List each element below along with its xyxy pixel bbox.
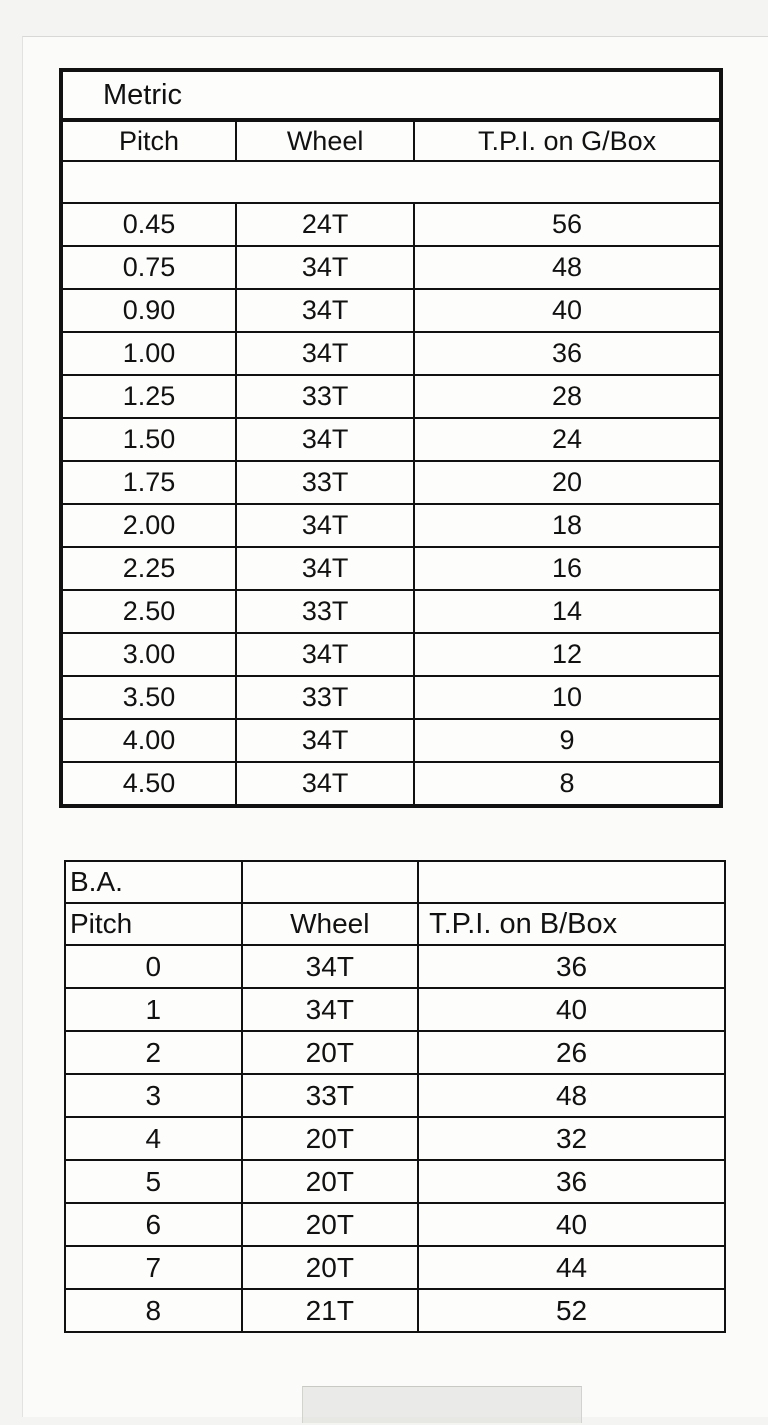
wheel-cell: 33T — [236, 461, 414, 504]
wheel-cell: 34T — [236, 633, 414, 676]
wheel-cell: 34T — [236, 246, 414, 289]
pitch-cell: 6 — [65, 1203, 242, 1246]
wheel-cell: 34T — [236, 762, 414, 806]
table-row — [65, 1031, 725, 1074]
tpi-cell: 28 — [414, 375, 721, 418]
wheel-cell: 20T — [242, 1203, 419, 1246]
wheel-cell: 34T — [236, 418, 414, 461]
table-row — [65, 1074, 725, 1117]
table-row — [65, 988, 725, 1031]
table-row — [61, 289, 721, 332]
wheel-cell: 34T — [236, 332, 414, 375]
tpi-cell: 16 — [414, 547, 721, 590]
table-row — [65, 1289, 725, 1332]
tpi-cell: 48 — [418, 1074, 725, 1117]
table-row — [61, 461, 721, 504]
tpi-cell: 8 — [414, 762, 721, 806]
metric-title: Metric — [61, 70, 721, 120]
pitch-cell: 3.50 — [61, 676, 236, 719]
tpi-cell: 44 — [418, 1246, 725, 1289]
tpi-cell: 36 — [418, 945, 725, 988]
tpi-cell: 36 — [418, 1160, 725, 1203]
tpi-cell: 40 — [414, 289, 721, 332]
metric-blank-cell — [61, 161, 721, 203]
table-row — [61, 547, 721, 590]
wheel-cell: 21T — [242, 1289, 419, 1332]
table-row — [65, 1246, 725, 1289]
ba-header-row — [65, 903, 725, 945]
table-row — [61, 375, 721, 418]
pitch-cell: 2.00 — [61, 504, 236, 547]
pitch-cell: 8 — [65, 1289, 242, 1332]
tpi-cell: 40 — [418, 1203, 725, 1246]
pitch-cell: 1.50 — [61, 418, 236, 461]
tpi-cell: 14 — [414, 590, 721, 633]
wheel-cell: 20T — [242, 1246, 419, 1289]
wheel-cell: 34T — [236, 289, 414, 332]
pitch-cell: 0.90 — [61, 289, 236, 332]
table-row — [61, 590, 721, 633]
tape-strip — [302, 1386, 582, 1423]
pitch-cell: 2 — [65, 1031, 242, 1074]
wheel-cell: 33T — [236, 590, 414, 633]
table-row — [61, 719, 721, 762]
pitch-cell: 4 — [65, 1117, 242, 1160]
ba-title-row — [65, 861, 725, 903]
tpi-cell: 9 — [414, 719, 721, 762]
tpi-cell: 24 — [414, 418, 721, 461]
pitch-cell: 1.25 — [61, 375, 236, 418]
pitch-cell: 5 — [65, 1160, 242, 1203]
wheel-cell: 33T — [236, 676, 414, 719]
pitch-cell: 7 — [65, 1246, 242, 1289]
wheel-cell: 20T — [242, 1160, 419, 1203]
table-row — [61, 633, 721, 676]
ba-pitch-header: Pitch — [65, 903, 242, 945]
metric-blank-row — [61, 161, 721, 203]
metric-tpi-header: T.P.I. on G/Box — [414, 120, 721, 161]
wheel-cell: 33T — [242, 1074, 419, 1117]
metric-title-row — [61, 70, 721, 120]
wheel-cell: 20T — [242, 1117, 419, 1160]
pitch-cell: 1 — [65, 988, 242, 1031]
wheel-cell: 34T — [242, 945, 419, 988]
metric-wheel-header: Wheel — [236, 120, 414, 161]
ba-title-blank-cell — [242, 861, 419, 903]
wheel-cell: 34T — [242, 988, 419, 1031]
table-row — [65, 1117, 725, 1160]
ba-tpi-header: T.P.I. on B/Box — [418, 903, 725, 945]
table-row — [61, 246, 721, 289]
pitch-cell: 0.45 — [61, 203, 236, 246]
tpi-cell: 18 — [414, 504, 721, 547]
table-row — [65, 1203, 725, 1246]
metric-header-row — [61, 120, 721, 161]
pitch-cell: 1.75 — [61, 461, 236, 504]
wheel-cell: 33T — [236, 375, 414, 418]
tpi-cell: 36 — [414, 332, 721, 375]
tpi-cell: 40 — [418, 988, 725, 1031]
pitch-cell: 4.00 — [61, 719, 236, 762]
tpi-cell: 10 — [414, 676, 721, 719]
tpi-cell: 48 — [414, 246, 721, 289]
pitch-cell: 3.00 — [61, 633, 236, 676]
ba-title-blank-cell — [418, 861, 725, 903]
tpi-cell: 32 — [418, 1117, 725, 1160]
table-row — [65, 945, 725, 988]
pitch-cell: 3 — [65, 1074, 242, 1117]
pitch-cell: 0 — [65, 945, 242, 988]
pitch-cell: 4.50 — [61, 762, 236, 806]
pitch-cell: 2.25 — [61, 547, 236, 590]
ba-wheel-header: Wheel — [242, 903, 419, 945]
pitch-cell: 1.00 — [61, 332, 236, 375]
table-row — [61, 504, 721, 547]
tpi-cell: 52 — [418, 1289, 725, 1332]
metric-pitch-header: Pitch — [61, 120, 236, 161]
wheel-cell: 34T — [236, 504, 414, 547]
table-row — [61, 676, 721, 719]
tpi-cell: 26 — [418, 1031, 725, 1074]
wheel-cell: 24T — [236, 203, 414, 246]
table-row — [61, 203, 721, 246]
tpi-cell: 56 — [414, 203, 721, 246]
table-row — [61, 418, 721, 461]
pitch-cell: 2.50 — [61, 590, 236, 633]
wheel-cell: 20T — [242, 1031, 419, 1074]
table-row — [65, 1160, 725, 1203]
ba-title: B.A. — [65, 861, 242, 903]
wheel-cell: 34T — [236, 547, 414, 590]
ba-table — [64, 860, 726, 1333]
tpi-cell: 12 — [414, 633, 721, 676]
table-row — [61, 762, 721, 806]
tpi-cell: 20 — [414, 461, 721, 504]
metric-table — [59, 68, 723, 808]
wheel-cell: 34T — [236, 719, 414, 762]
table-row — [61, 332, 721, 375]
pitch-cell: 0.75 — [61, 246, 236, 289]
